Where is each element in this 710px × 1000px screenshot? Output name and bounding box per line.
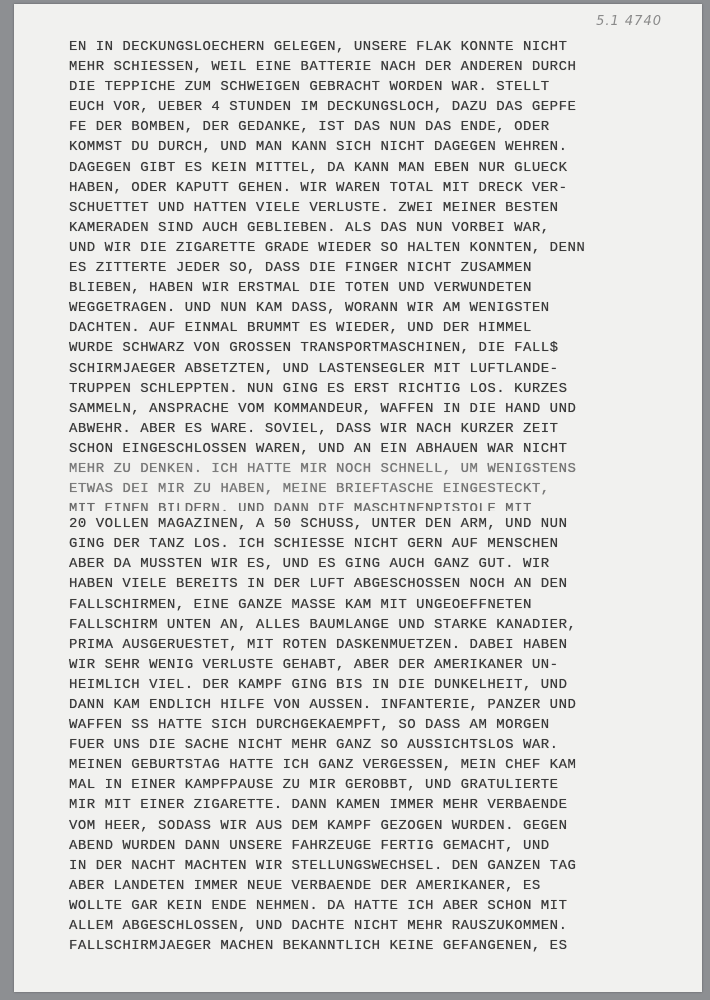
text-line: HABEN VIELE BEREITS IN DER LUFT ABGESCHOSSEN NOCH AN DEN: [69, 576, 568, 593]
text-line: DAGEGEN GIBT ES KEIN MITTEL, DA KANN MAN EBEN NUR GLUECK: [69, 159, 568, 176]
text-line: KAMERADEN SIND AUCH GEBLIEBEN. ALS DAS NUN VORBEI WAR,: [69, 219, 550, 236]
archive-number: 5.1 4740: [596, 14, 662, 29]
text-line: PRIMA AUSGERUESTET, MIT ROTEN DASKENMUETZEN. DABEI HABEN: [69, 636, 568, 653]
text-line: BLIEBEN, HABEN WIR ERSTMAL DIE TOTEN UND VERWUNDETEN: [69, 280, 532, 297]
text-line: VOM HEER, SODASS WIR AUS DEM KAMPF GEZOGEN WURDEN. GEGEN: [69, 817, 568, 834]
text-line: TRUPPEN SCHLEPPTEN. NUN GING ES ERST RICHTIG LOS. KURZES: [69, 380, 568, 397]
typed-text-body: [69, 37, 679, 956]
text-line: WOLLTE GAR KEIN ENDE NEHMEN. DA HATTE ICH ABER SCHON MIT: [69, 897, 568, 914]
text-line: MIR MIT EINER ZIGARETTE. DANN KAMEN IMMER MEHR VERBAENDE: [69, 797, 568, 814]
text-line: WEGGETRAGEN. UND NUN KAM DASS, WORANN WIR AM WENIGSTEN: [69, 300, 550, 317]
text-line: DACHTEN. AUF EINMAL BRUMMT ES WIEDER, UND DER HIMMEL: [69, 320, 532, 337]
text-line: MEHR ZU DENKEN. ICH HATTE MIR NOCH SCHNELL, UM WENIGSTENS: [69, 460, 577, 477]
text-line: HABEN, ODER KAPUTT GEHEN. WIR WAREN TOTAL MIT DRECK VER-: [69, 179, 568, 196]
text-line: FE DER BOMBEN, DER GEDANKE, IST DAS NUN DAS ENDE, ODER: [69, 119, 550, 136]
text-line: DANN KAM ENDLICH HILFE VON AUSSEN. INFANTERIE, PANZER UND: [69, 697, 577, 713]
text-line: MIT EINEN BILDERN. UND DANN DIE MASCHINENPISTOLE MIT: [69, 501, 532, 512]
text-line: 20 VOLLEN MAGAZINEN, A 50 SCHUSS, UNTER DEN ARM, UND NUN: [69, 516, 568, 533]
text-line: SCHON EINGESCHLOSSEN WAREN, UND AN EIN ABHAUEN WAR NICHT: [69, 440, 568, 457]
text-line: MEHR SCHIESSEN, WEIL EINE BATTERIE NACH DER ANDEREN DURCH: [69, 59, 577, 76]
text-line: ES ZITTERTE JEDER SO, DASS DIE FINGER NICHT ZUSAMMEN: [69, 260, 532, 277]
text-line: ALLEM ABGESCHLOSSEN, UND DACHTE NICHT MEHR RAUSZUKOMMEN.: [69, 918, 568, 935]
text-line: IN DER NACHT MACHTEN WIR STELLUNGSWECHSEL. DEN GANZEN TAG: [69, 857, 577, 874]
text-line: MEINEN GEBURTSTAG HATTE ICH GANZ VERGESSEN, MEIN CHEF KAM: [69, 757, 577, 774]
text-line: HEIMLICH VIEL. DER KAMPF GING BIS IN DIE DUNKELHEIT, UND: [69, 676, 568, 693]
text-line: WURDE SCHWARZ VON GROSSEN TRANSPORTMASCHINEN, DIE FALL$: [69, 340, 559, 357]
text-line: ABWEHR. ABER ES WARE. SOVIEL, DASS WIR NACH KURZER ZEIT: [69, 420, 559, 437]
text-line: UND WIR DIE ZIGARETTE GRADE WIEDER SO HALTEN KONNTEN, DENN: [69, 239, 586, 256]
text-line: ETWAS DEI MIR ZU HABEN, MEINE BRIEFTASCHE EINGESTECKT,: [69, 481, 550, 498]
text-line: SCHUETTET UND HATTEN VIELE VERLUSTE. ZWEI MEINER BESTEN: [69, 199, 559, 216]
text-line: ABEND WURDEN DANN UNSERE FAHRZEUGE FERTIG GEMACHT, UND: [69, 837, 550, 854]
text-line: FALLSCHIRMJAEGER MACHEN BEKANNTLICH KEINE GEFANGENEN, ES: [69, 938, 568, 955]
text-line: KOMMST DU DURCH, UND MAN KANN SICH NICHT DAGEGEN WEHREN.: [69, 139, 568, 156]
text-line: FALLSCHIRM UNTEN AN, ALLES BAUMLANGE UND STARKE KANADIER,: [69, 616, 577, 633]
text-line: FALLSCHIRMEN, EINE GANZE MASSE KAM MIT UNGEOEFFNETEN: [69, 596, 532, 613]
text-line: MAL IN EINER KAMPFPAUSE ZU MIR GEROBBT, UND GRATULIERTE: [69, 777, 559, 794]
document-page: [14, 4, 702, 992]
text-line: ABER DA MUSSTEN WIR ES, UND ES GING AUCH GANZ GUT. WIR: [69, 556, 550, 573]
text-line: GING DER TANZ LOS. ICH SCHIESSE NICHT GERN AUF MENSCHEN: [69, 536, 559, 553]
text-line: ABER LANDETEN IMMER NEUE VERBAENDE DER AMERIKANER, ES: [69, 877, 541, 894]
text-line: SAMMELN, ANSPRACHE VOM KOMMANDEUR, WAFFEN IN DIE HAND UND: [69, 400, 577, 417]
text-line: SCHIRMJAEGER ABSETZTEN, UND LASTENSEGLER MIT LUFTLANDE-: [69, 360, 559, 377]
text-line: WAFFEN SS HATTE SICH DURCHGEKAEMPFT, SO DASS AM MORGEN: [69, 717, 550, 734]
text-line: EN IN DECKUNGSLOECHERN GELEGEN, UNSERE FLAK KONNTE NICHT: [69, 39, 568, 55]
text-line: FUER UNS DIE SACHE NICHT MEHR GANZ SO AUSSICHTSLOS WAR.: [69, 737, 559, 754]
text-line: WIR SEHR WENIG VERLUSTE GEHABT, ABER DER AMERIKANER UN-: [69, 656, 559, 673]
text-line: DIE TEPPICHE ZUM SCHWEIGEN GEBRACHT WORDEN WAR. STELLT: [69, 79, 550, 96]
text-line: EUCH VOR, UEBER 4 STUNDEN IM DECKUNGSLOCH, DAZU DAS GEPFE: [69, 99, 577, 116]
